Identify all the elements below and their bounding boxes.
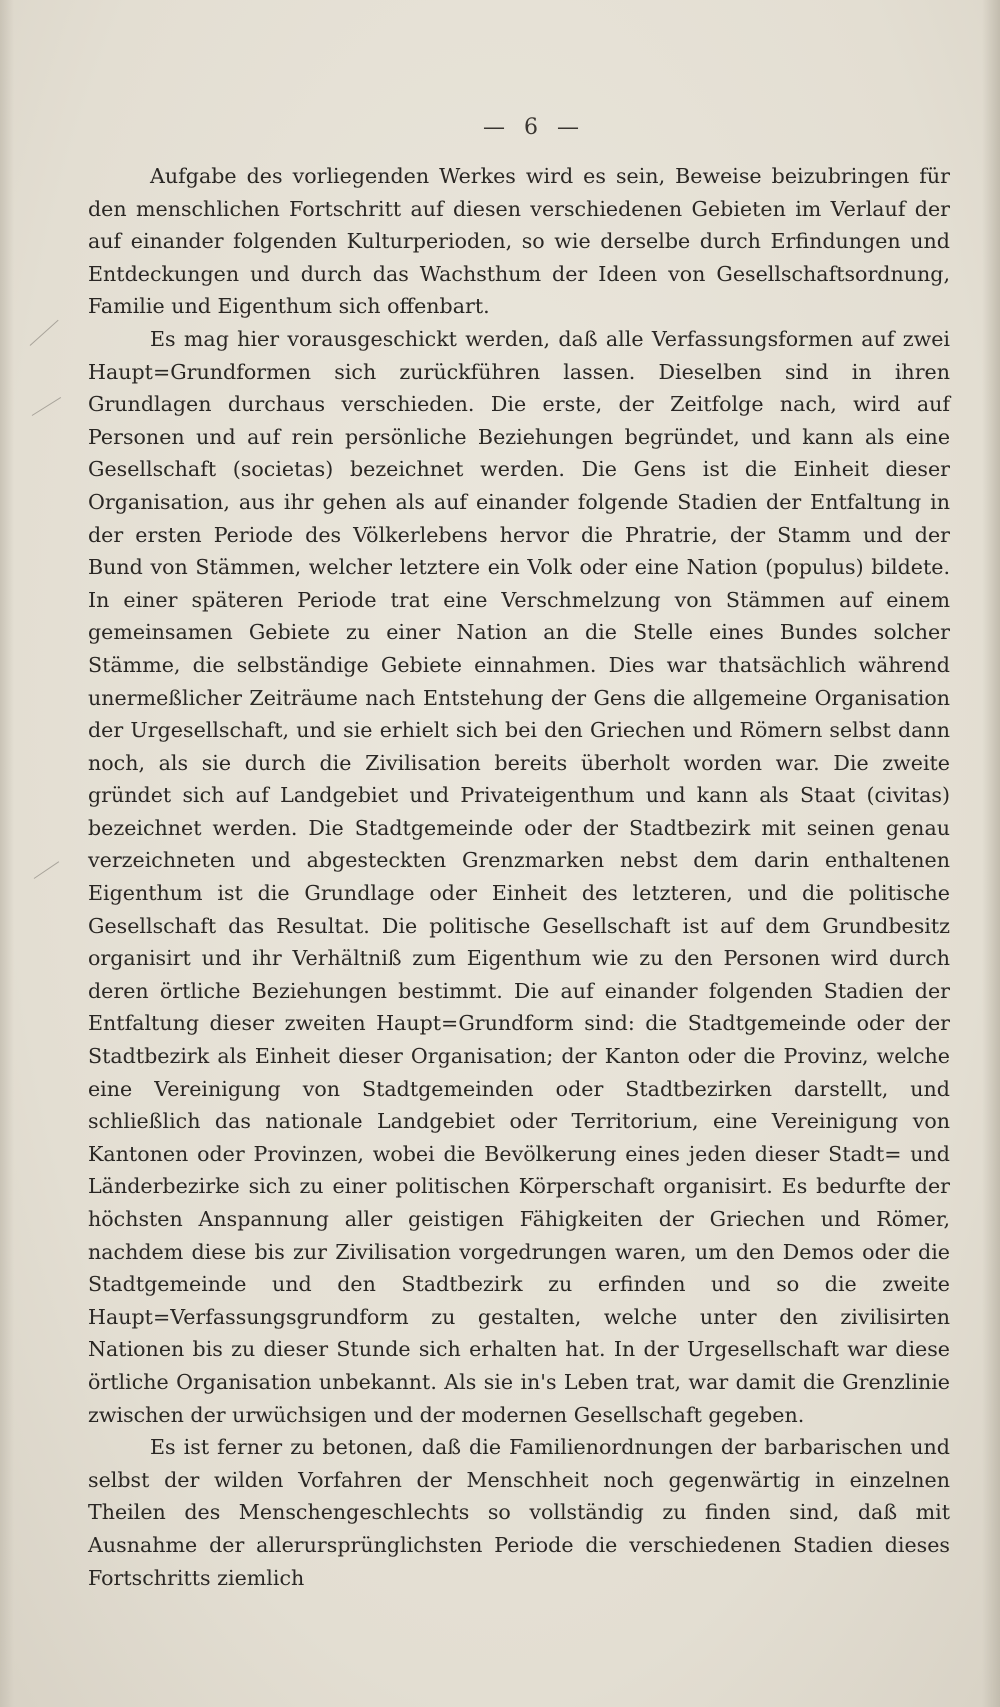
paragraph-3: Es ist ferner zu betonen, daß die Familienordnungen der barbarischen und selbst der wilden Vorfahren der Menschheit noch gegenwärtig in einzelnen Theilen des Menschengeschlechts so vollständig zu finden sind, daß mit Ausnahme der allerursprünglichsten Periode die verschiedenen Stadien dieses Fortschritts ziemlich [88, 1435, 950, 1590]
pencil-mark-3 [34, 861, 59, 879]
page-edge-shadow-right [982, 0, 1000, 1707]
paragraph-2: Es mag hier vorausgeschickt werden, daß alle Verfassungsformen auf zwei Haupt=Grundformen sich zurückführen lassen. Dieselben sind in ihren Grundlagen durchaus verschieden. Die erste, der Zeitfolge nach, wird auf Personen und auf rein persönliche Beziehungen begründet, und kann als eine Gesellschaft (societas) bezeichnet werden. Die Gens ist die Einheit dieser Organisation, aus ihr gehen als auf einander folgende Stadien der Entfaltung in der ersten Periode des Völkerlebens hervor die Phratrie, der Stamm und der Bund von Stämmen, welcher letztere ein Volk oder eine Nation (populus) bildete. In einer späteren Periode trat eine Verschmelzung von Stämmen auf einem gemeinsamen Gebiete zu einer Nation an die Stelle eines Bundes solcher Stämme, die selbständige Gebiete einnahmen. Dies war thatsächlich während unermeßlicher Zeiträume nach Entstehung der Gens die allgemeine Organisation der Urgesellschaft, und sie erhielt sich bei den Griechen und Römern selbst dann noch, als sie durch die Zivilisation bereits überholt worden war. Die zweite gründet sich auf Landgebiet und Privateigenthum und kann als Staat (civitas) bezeichnet werden. Die Stadtgemeinde oder der Stadtbezirk mit seinen genau verzeichneten und abgesteckten Grenzmarken nebst dem darin enthaltenen Eigenthum ist die Grundlage oder Einheit des letzteren, und die politische Gesellschaft das Resultat. Die politische Gesellschaft ist auf dem Grundbesitz organisirt und ihr Verhältniß zum Eigenthum wie zu den Personen wird durch deren örtliche Beziehungen bestimmt. Die auf einander folgenden Stadien der Entfaltung dieser zweiten Haupt=Grundform sind: die Stadtgemeinde oder der Stadtbezirk als Einheit dieser Organisation; der Kanton oder die Provinz, welche eine Vereinigung von Stadtgemeinden oder Stadtbezirken darstellt, und schließlich das nationale Landgebiet oder Territorium, eine Vereinigung von Kantonen oder Provinzen, wobei die Bevölkerung eines jeden dieser Stadt= und Länderbezirke sich zu einer politischen Körperschaft organisirt. Es bedurfte der höchsten Anspannung aller geistigen Fähigkeiten der Griechen und Römer, nachdem diese bis zur Zivilisation vorgedrungen waren, um den Demos oder die Stadtgemeinde und den Stadtbezirk zu erfinden und so die zweite Haupt=Verfassungsgrundform zu gestalten, welche unter den zivilisirten Nationen bis zu dieser Stunde sich erhalten hat. In der Urgesellschaft war diese örtliche Organisation unbekannt. Als sie in's Leben trat, war damit die Grenzlinie zwischen der urwüchsigen und der modernen Gesellschaft gegeben. [88, 326, 950, 1427]
pencil-mark-1 [30, 320, 59, 346]
page-edge-shadow-left [0, 0, 14, 1707]
pencil-mark-2 [32, 397, 61, 416]
paragraph-1: Aufgabe des vorliegenden Werkes wird es sein, Beweise beizubringen für den menschlichen Fortschritt auf diesen verschiedenen Gebieten im Verlauf der auf einander folgenden Kulturperioden, so wie derselbe durch Erfindungen und Entdeckungen und durch das Wachsthum der Ideen von Gesellschaftsordnung, Familie und Eigenthum sich offenbart. [88, 164, 950, 319]
body-text [88, 160, 950, 1594]
page-number: — 6 — [483, 115, 585, 140]
